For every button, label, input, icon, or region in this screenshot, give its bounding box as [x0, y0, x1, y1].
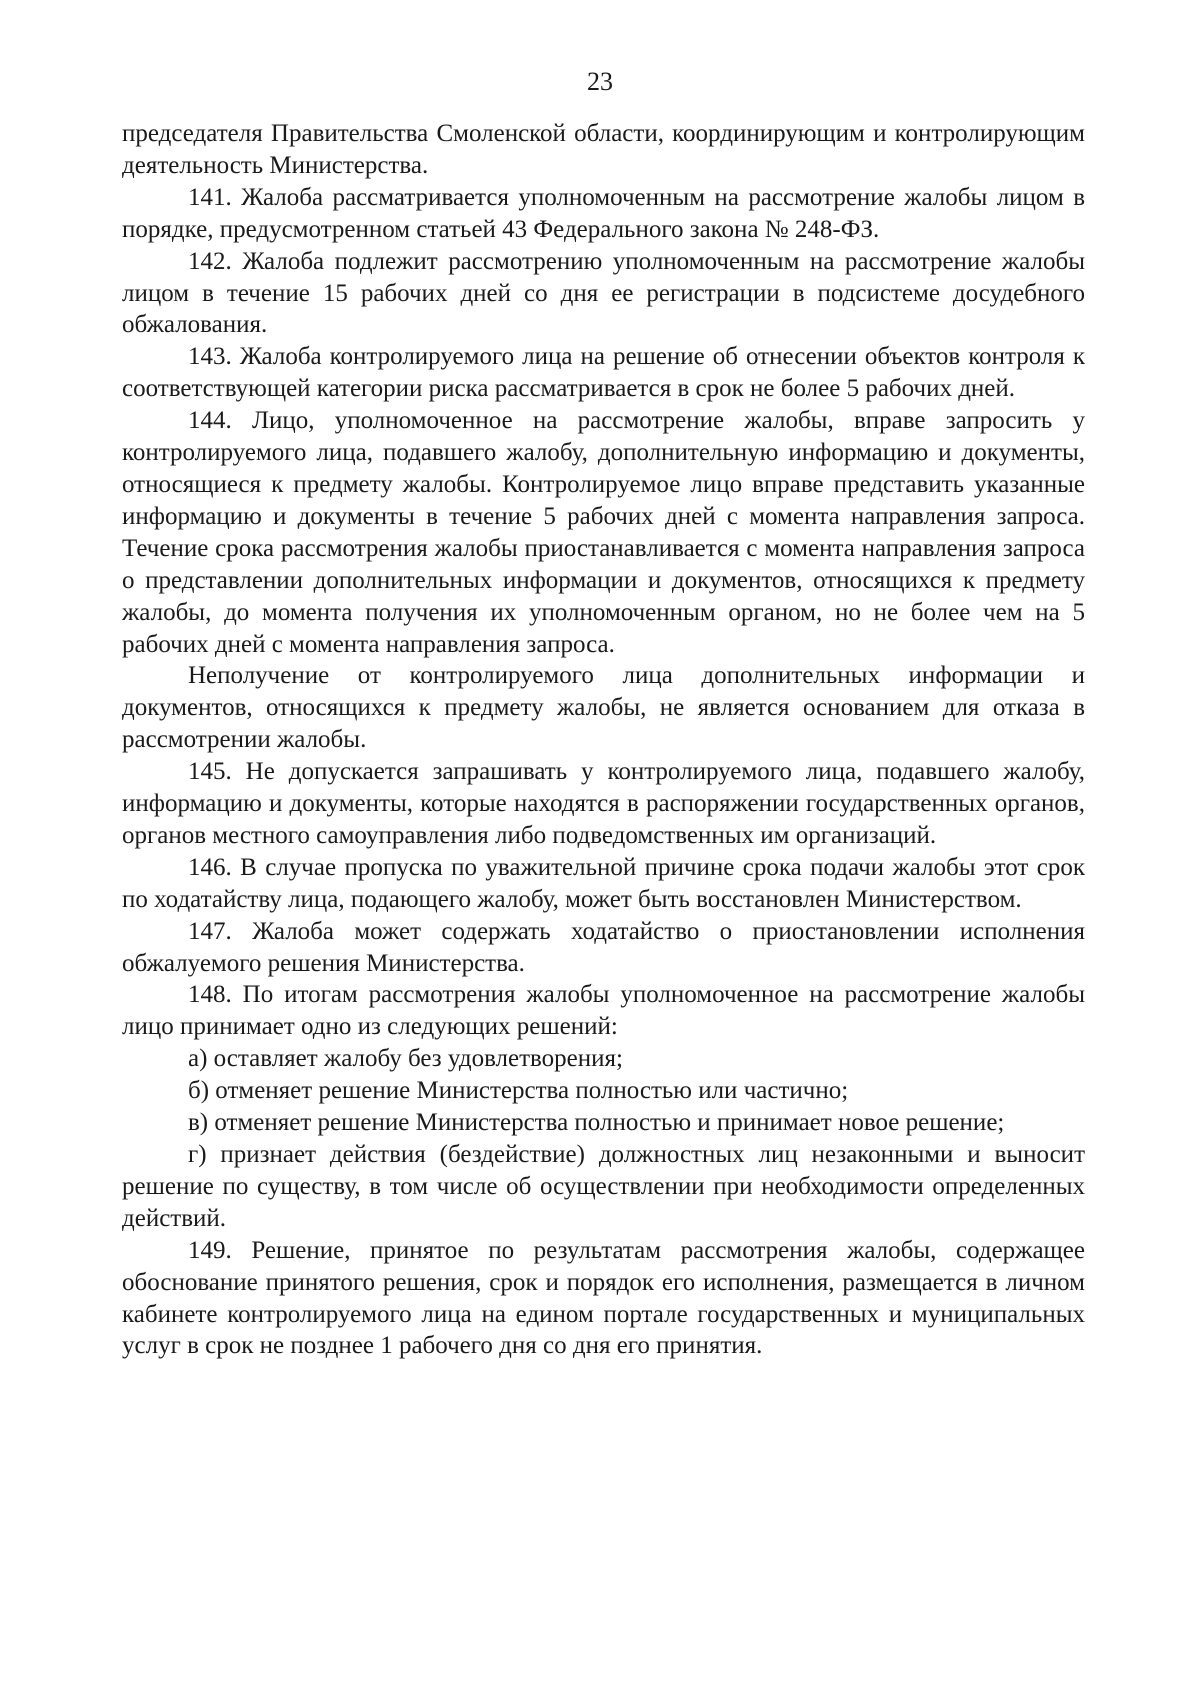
paragraph-148: 148. По итогам рассмотрения жалобы уполномоченное на рассмотрение жалобы лицо принимает одно из следующих решений:	[122, 981, 1085, 1041]
paragraph-143: 143. Жалоба контролируемого лица на решение об отнесении объектов контроля к соответствующей категории риска рассматривается в срок не более 5 рабочих дней.	[122, 343, 1085, 403]
list-item-a: а) оставляет жалобу без удовлетворения;	[188, 1045, 623, 1073]
paragraph-145: 145. Не допускается запрашивать у контролируемого лица, подавшего жалобу, информацию и документы, которые находятся в распоряжении государственных органов, органов местного самоуправления либо подведомственных им организаций.	[122, 758, 1085, 849]
paragraph-146: 146. В случае пропуска по уважительной причине срока подачи жалобы этот срок по ходатайству лица, подающего жалобу, может быть восстановлен Министерством.	[122, 853, 1085, 913]
list-item-v: в) отменяет решение Министерства полностью и принимает новое решение;	[188, 1109, 1005, 1137]
paragraph-147: 147. Жалоба может содержать ходатайство о приостановлении исполнения обжалуемого решения Министерства.	[122, 917, 1085, 977]
paragraph-144-note: Неполучение от контролируемого лица дополнительных информации и документов, относящихся к предмету жалобы, не является основанием для отказа в рассмотрении жалобы.	[122, 662, 1085, 754]
paragraph-continuation: председателя Правительства Смоленской области, координирующим и контролирующим деятельность Министерства.	[122, 120, 1085, 179]
paragraph-141: 141. Жалоба рассматривается уполномоченным на рассмотрение жалобы лицом в порядке, предусмотренном статьей 43 Федерального закона № 248-ФЗ.	[122, 183, 1085, 243]
list-item-b: б) отменяет решение Министерства полностью или частично;	[188, 1077, 849, 1105]
paragraph-142: 142. Жалоба подлежит рассмотрению уполномоченным на рассмотрение жалобы лицом в течение 15 рабочих дней со дня ее регистрации в подсистеме досудебного обжалования.	[122, 247, 1085, 339]
list-item-g: г) признает действия (бездействие) должностных лиц незаконными и выносит решение по существу, в том числе об осуществлении при необходимости определенных действий.	[122, 1141, 1085, 1232]
paragraph-144: 144. Лицо, уполномоченное на рассмотрение жалобы, вправе запросить у контролируемого лица, подавшего жалобу, дополнительную информацию и документы, относящиеся к предмету жалобы. Контролируемое лицо вправе представить указанные информацию и документы в течение 5 рабочих дней с момента направления запроса. Течение срока рассмотрения жалобы приостанавливается с момента направления запроса о представлении дополнительных информации и документов, относящихся к предмету жалобы, до момента получения их уполномоченным органом, но не более чем на 5 рабочих дней с момента направления запроса.	[122, 407, 1085, 658]
page-number: 23	[587, 67, 613, 96]
paragraph-149: 149. Решение, принятое по результатам рассмотрения жалобы, содержащее обоснование принятого решения, срок и порядок его исполнения, размещается в личном кабинете контролируемого лица на едином портале государственных и муниципальных услуг в срок не позднее 1 рабочего дня со дня его принятия.	[122, 1236, 1085, 1360]
document-body	[122, 118, 1085, 1362]
